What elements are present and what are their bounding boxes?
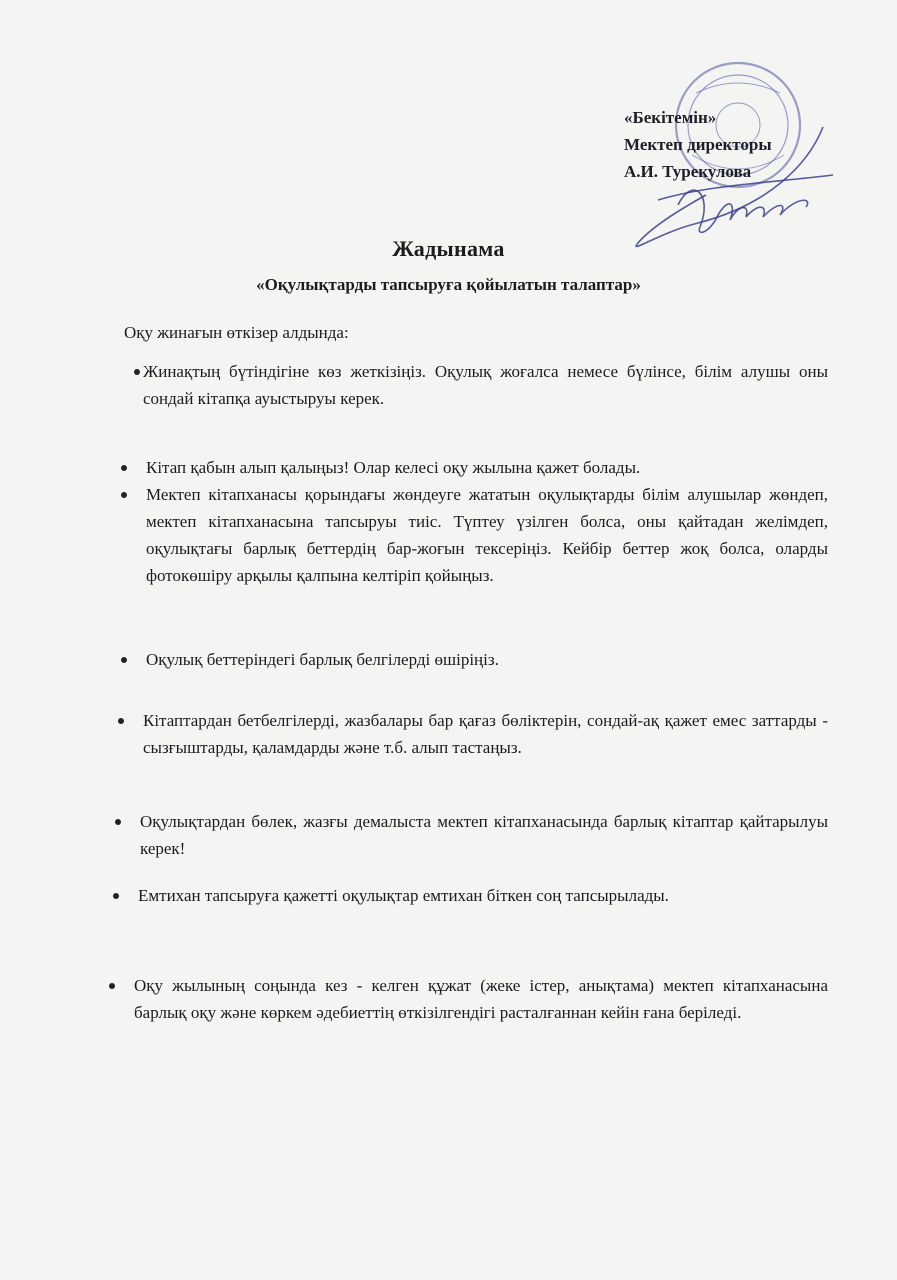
approval-position: Мектеп директоры	[624, 135, 772, 154]
list-item-text: Кітап қабын алып қалыңыз! Олар келесі оқу жылына қажет болады.	[146, 458, 641, 477]
document-title: Жадынама	[392, 236, 505, 261]
bullet-icon	[121, 492, 127, 498]
bullet-icon	[121, 465, 127, 471]
approval-heading: «Бекітемін»	[624, 108, 717, 127]
list-item-text: Мектеп кітапханасы қорындағы жөндеуге жататын оқулықтарды білім алушылар жөндеп, мектеп кітапханасына тапсыруы тиіс. Түптеу үзілген болса, оны қайтадан желімдеп, оқулықтағы барлық беттердің бар-жоғын тексеріңіз. Кейбір беттер жоқ болса, оларды фотокөшіру арқылы қалпына келтіріп қойыңыз.	[146, 485, 828, 585]
approval-name: А.И. Турекулова	[624, 162, 752, 181]
bullet-icon	[121, 657, 127, 663]
bullet-icon	[134, 369, 140, 375]
list-item	[146, 646, 828, 673]
list-item-text: Кітаптардан бетбелгілерді, жазбалары бар қағаз бөліктерін, сондай-ақ қажет емес заттарды - сызғыштарды, қаламдарды және т.б. алып тастаңыз.	[143, 711, 828, 757]
list-item	[143, 358, 828, 412]
list-item	[143, 707, 828, 761]
list-item	[146, 481, 828, 589]
bullet-icon	[109, 983, 115, 989]
list-item	[140, 808, 828, 862]
intro-text: Оқу жинағын өткізер алдында:	[124, 323, 349, 342]
approval-block	[624, 104, 772, 185]
bullet-icon	[113, 893, 119, 899]
list-item-text: Оқулық беттеріндегі барлық белгілерді өшіріңіз.	[146, 650, 499, 669]
list-item	[138, 882, 828, 909]
list-item-text: Емтихан тапсыруға қажетті оқулықтар емтихан біткен соң тапсырылады.	[138, 886, 669, 905]
list-item	[146, 454, 828, 481]
document-subtitle: «Оқулықтарды тапсыруға қойылатын талаптар»	[256, 275, 641, 294]
list-item-text: Жинақтың бүтіндігіне көз жеткізіңіз. Оқулық жоғалса немесе бүлінсе, білім алушы оны сондай кітапқа ауыстыруы керек.	[143, 362, 828, 408]
list-item-text: Оқулықтардан бөлек, жазғы демалыста мектеп кітапханасында барлық кітаптар қайтарылуы керек!	[140, 812, 828, 858]
list-item	[134, 972, 828, 1026]
bullet-icon	[118, 718, 124, 724]
list-item-text: Оқу жылының соңында кез - келген құжат (жеке істер, анықтама) мектеп кітапханасына барлық оқу және көркем әдебиеттің өткізілгендігі расталғаннан кейін ғана беріледі.	[134, 976, 828, 1022]
bullet-icon	[115, 819, 121, 825]
